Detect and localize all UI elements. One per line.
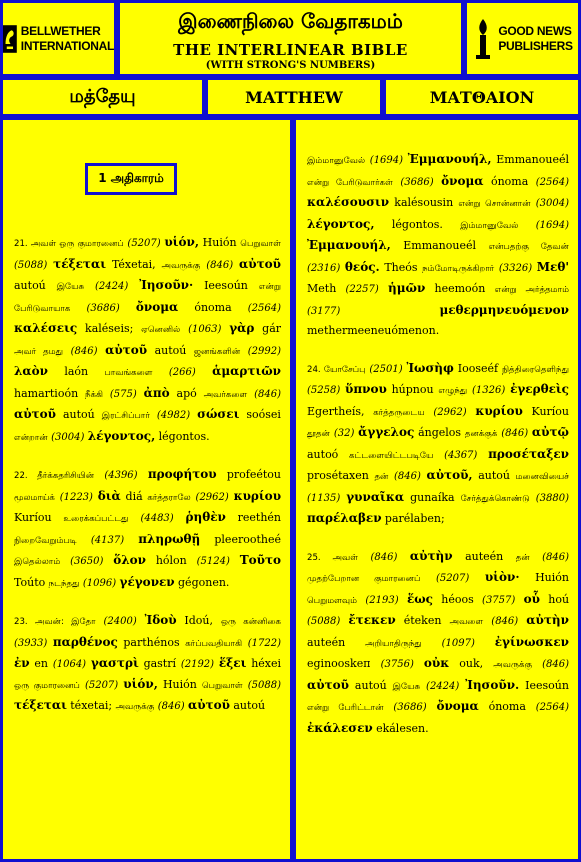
tamil-text: தூதன் (307, 429, 330, 439)
greek-word: γυναῖκα (346, 489, 405, 504)
tamil-text: என்று சொன்னான் (458, 199, 531, 209)
strongs-number: (2564) (535, 176, 570, 188)
strongs-number: (2193) (365, 594, 399, 606)
strongs-number: (2424) (95, 281, 129, 292)
greek-word: Ἐμμανουήλ, (307, 238, 391, 252)
transliteration: autoú (354, 678, 387, 692)
greek-word: Ἰδοὺ (144, 613, 177, 627)
greek-word: αὐτοῦ, (426, 468, 473, 482)
tamil-text: கர்ப்பவதியாகி (185, 638, 243, 649)
transliteration: eginooskeп (307, 657, 371, 670)
transliteration: auteén (307, 635, 346, 649)
transliteration: kaléseis; (85, 322, 134, 335)
greek-word: ἐκάλεσεν (307, 720, 373, 735)
transliteration: gár (262, 322, 282, 335)
transliteration: húpnou (391, 383, 434, 396)
strongs-number: (2316) (307, 262, 341, 274)
left-verses (14, 233, 281, 735)
transliteration: gégonen. (178, 575, 230, 589)
strongs-number: (5088) (14, 259, 48, 271)
strongs-number: (5207) (436, 573, 470, 584)
greek-word: τέξεται (53, 256, 107, 271)
transliteration: parélaben; (384, 512, 445, 525)
tamil-text: உரைக்கப்பட்டது (63, 514, 129, 524)
tamil-text: 22. தீர்க்கதரிசியின் (14, 471, 95, 481)
transliteration: Idoú, (184, 614, 213, 627)
greek-word: ἀπὸ (143, 385, 170, 400)
tamil-text: ஒரு கன்னிகை (220, 617, 281, 627)
verse-paragraph (14, 611, 281, 718)
tamil-text: என்று பேரிட்டான் (307, 703, 384, 713)
strongs-number: (846) (542, 659, 569, 670)
greek-word: ἡμῶν (388, 281, 426, 295)
transliteration: légontos. (158, 429, 210, 443)
greek-word: οὐκ (423, 656, 450, 670)
greek-word: ὄνομα (135, 299, 179, 314)
greek-word: κυρίου (475, 403, 523, 418)
right-verses (307, 150, 569, 756)
greek-word: γὰρ (229, 321, 255, 335)
transliteration: heemoón (434, 282, 486, 295)
tamil-text: என்றான் (14, 432, 48, 443)
strongs-number: (32) (333, 428, 355, 439)
strongs-number: (1097) (441, 637, 475, 649)
strongs-number: (4367) (444, 449, 478, 461)
tamil-text: இயேசு (56, 282, 85, 292)
strongs-number: (3177) (307, 305, 341, 317)
strongs-number: (846) (157, 701, 185, 712)
tamil-text: 21. அவள் ஒரு குமாரனைப் (14, 239, 124, 249)
greek-word: Ἰησοῦν. (465, 677, 520, 692)
strongs-number: (3686) (86, 302, 120, 314)
greek-word: ἁμαρτιῶν (212, 364, 282, 378)
tamil-text: இம்மானுவேல் (307, 156, 366, 166)
tamil-text: கட்டளையிட்டபடியே (349, 450, 434, 461)
transliteration: ouk, (459, 657, 484, 670)
tamil-text: ஒரு குமாரனைப் (14, 680, 80, 691)
tamil-text: நிறைவேறும்படி (14, 535, 77, 546)
subtitle: (WITH STRONG'S NUMBERS) (205, 60, 376, 71)
greek-word: ἕως (406, 591, 433, 606)
strongs-number: (2564) (247, 302, 282, 314)
transliteration: téxetai; (70, 699, 113, 712)
tamil-text: எழுந்து (438, 386, 468, 396)
tamil-text: என்று பேரிடுவாயாக (14, 282, 282, 314)
left-column (0, 117, 293, 862)
greek-word: γέγονεν (119, 574, 175, 589)
tamil-text: இம்மானுவேல் (460, 220, 519, 231)
transliteration: Ieesoún (204, 279, 248, 292)
transliteration: auteén (465, 549, 504, 563)
greek-word: διὰ (97, 488, 121, 503)
greek-word: Ἐμμανουήλ, (407, 152, 492, 166)
transliteration: héoos (441, 592, 474, 606)
greek-word: τέξεται (14, 698, 67, 712)
tamil-text: கர்த்தருடைய (373, 407, 425, 418)
transliteration: prosétaxen (307, 469, 369, 482)
tamil-text: தன் (515, 552, 530, 563)
greek-word: ἄγγελος (358, 425, 415, 439)
tamil-text: ஏனெனில் (141, 325, 181, 335)
tamil-text: இயேசு (392, 681, 421, 692)
tamil-text: தனக்குக் (464, 429, 498, 439)
transliteration: Huión (535, 571, 569, 584)
transliteration: methermeeneuómenon. (307, 324, 440, 337)
ram-logo-icon (3, 17, 17, 61)
greek-word: ὄνομα (441, 173, 484, 188)
tamil-text: மனைவியைச் (515, 472, 570, 482)
transliteration: autoú (62, 408, 95, 421)
strongs-number: (1694) (535, 219, 569, 231)
greek-word: παρέλαβεν (307, 511, 382, 525)
greek-word: αὐτῷ (531, 425, 569, 439)
greek-word: καλέσεις (14, 321, 78, 335)
greek-word: ἐγίνωσκεν (494, 634, 569, 649)
tamil-text: தன் (374, 472, 389, 482)
greek-word: αὐτὴν (409, 548, 453, 563)
tamil-text: முதற்பேறான குமாரனைப் (307, 574, 421, 584)
strongs-number: (2400) (103, 616, 137, 627)
greek-word: αὐτοῦ (239, 256, 281, 271)
strongs-number: (3686) (400, 176, 434, 188)
verse-paragraph (307, 547, 569, 740)
tamil-text: 24. யோசேப்பு (307, 364, 366, 375)
transliteration: Kuríou (531, 404, 570, 418)
greek-word: θεός. (344, 259, 380, 274)
tamil-text: நீக்கி (85, 389, 104, 400)
transliteration: gunaíka (410, 490, 455, 504)
strongs-number: (5088) (247, 679, 282, 691)
tamil-text: நடந்தது (48, 578, 80, 589)
tamil-text: நித்திரைதெளிந்து (501, 364, 570, 375)
strongs-number: (3880) (535, 492, 570, 504)
tamil-text: பாவங்களை (104, 368, 153, 378)
transliteration: kalésousin (394, 196, 454, 209)
right-logo-line-2: PUBLISHERS (498, 38, 573, 53)
transliteration: Meth (307, 282, 337, 295)
transliteration: ónoma (490, 174, 529, 188)
strongs-number: (1064) (52, 659, 87, 670)
strongs-number: (5207) (127, 238, 161, 249)
strongs-number: (1096) (82, 577, 117, 589)
greek-word: λέγοντος, (87, 428, 156, 443)
tamil-text: ஜனங்களின் (193, 346, 241, 357)
transliteration: hólon (155, 554, 187, 567)
strongs-number: (2257) (345, 284, 379, 295)
strongs-number: (3686) (393, 702, 427, 713)
transliteration: apó (176, 386, 197, 400)
transliteration: parthénos (123, 635, 180, 649)
strongs-number: (1722) (247, 637, 282, 649)
greek-word: λαὸν (14, 364, 48, 378)
greek-word: Τοῦτο (239, 553, 282, 567)
strongs-number: (4483) (140, 513, 174, 524)
strongs-number: (846) (393, 471, 421, 482)
strongs-number: (2501) (369, 363, 403, 375)
strongs-number: (846) (70, 345, 98, 357)
transliteration: autoú (14, 279, 46, 292)
right-column (293, 117, 581, 862)
book-name-english: MATTHEW (205, 77, 383, 117)
greek-word: ῥηθὲν (185, 510, 226, 524)
strongs-number: (575) (109, 388, 137, 400)
good-news-logo (464, 0, 581, 77)
strongs-number: (1326) (472, 385, 506, 396)
greek-word: ἐν (14, 656, 30, 670)
transliteration: Kuríou (14, 511, 52, 524)
strongs-number: (3756) (380, 659, 414, 670)
strongs-number: (2192) (180, 659, 215, 670)
transliteration: Iooseéf (457, 361, 499, 375)
strongs-number: (846) (370, 551, 398, 563)
strongs-number: (1063) (188, 324, 222, 335)
strongs-number: (846) (491, 616, 519, 627)
tamil-text: இரட்சிப்பார் (101, 411, 150, 421)
title-block (117, 0, 464, 77)
transliteration: Emmanoueél (403, 239, 477, 252)
strongs-number: (1223) (59, 491, 93, 503)
transliteration: profeétou (226, 468, 282, 481)
transliteration: ónoma (488, 700, 526, 713)
greek-word: ὄνομα (436, 699, 479, 713)
transliteration: éteken (403, 614, 442, 627)
torch-logo-icon (472, 17, 494, 61)
greek-word: προφήτου (147, 467, 217, 481)
greek-word: ἐγερθεὶς (510, 382, 569, 396)
greek-word: ὅλον (113, 553, 146, 567)
greek-word: μεθερμηνευόμενον (439, 302, 569, 317)
strongs-number: (5088) (307, 616, 341, 627)
greek-word: λέγοντος, (307, 216, 375, 231)
strongs-number: (846) (501, 428, 529, 439)
transliteration: hoú (548, 592, 570, 606)
transliteration: hamartioón (14, 386, 79, 400)
greek-word: υἱὸν· (484, 570, 520, 584)
strongs-number: (2564) (535, 702, 569, 713)
tamil-text: அவர்களை (203, 389, 248, 400)
transliteration: autoú (478, 469, 510, 482)
transliteration: autoú (154, 343, 187, 357)
transliteration: Ieesoún (525, 678, 569, 692)
greek-word: κυρίου (233, 488, 282, 503)
left-logo-line-1: BELLWETHER (20, 23, 101, 38)
greek-word: ὕπνου (345, 382, 387, 396)
book-name-tamil: மத்தேயு (0, 77, 205, 117)
tamil-text: மூலமாய்க் (14, 492, 55, 503)
greek-word: Μεθ' (536, 259, 570, 274)
tamil-text: 23. அவன்: இதோ (14, 617, 96, 627)
greek-word: αὐτὴν (526, 613, 569, 627)
greek-word: αὐτοῦ (187, 698, 230, 712)
verse-paragraph (307, 359, 569, 530)
strongs-number: (4396) (104, 470, 138, 481)
transliteration: soósei (246, 408, 281, 421)
verse-paragraph (307, 150, 569, 342)
transliteration: Toúto (14, 575, 46, 589)
strongs-number: (266) (168, 367, 196, 378)
tamil-text: அவருக்கு (493, 660, 533, 670)
transliteration: ónoma (194, 300, 232, 314)
verse-paragraph (14, 465, 281, 594)
strongs-number: (3004) (51, 431, 85, 443)
transliteration: Theós (384, 260, 418, 274)
strongs-number: (2424) (426, 680, 460, 692)
strongs-number: (846) (206, 259, 234, 271)
greek-word: ἕξει (218, 656, 247, 670)
greek-word: υἱόν, (164, 235, 199, 249)
greek-word: αὐτοῦ (307, 677, 349, 692)
transliteration: pleerootheé (214, 532, 281, 546)
strongs-number: (2962) (195, 491, 229, 503)
greek-word: προσέταξεν (488, 446, 570, 461)
chapter-label: 1 அதிகாரம் (85, 163, 177, 195)
strongs-number: (5258) (307, 385, 341, 396)
right-logo-line-1: GOOD NEWS (498, 23, 572, 38)
strongs-number: (3757) (482, 594, 516, 606)
greek-word: Ἰησοῦν· (139, 278, 194, 292)
tamil-text: சேர்த்துக்கொண்டு (460, 493, 530, 504)
strongs-number: (846) (542, 551, 570, 563)
title-tamil: இணைநிலை வேதாகமம் (178, 9, 403, 33)
tamil-text: நம்மோடிருக்கிறார் (422, 263, 495, 274)
tamil-text: பெறுமளவும் (307, 595, 358, 606)
verse-paragraph (14, 233, 281, 448)
transliteration: Huión (202, 236, 237, 249)
greek-word: αὐτοῦ (14, 407, 56, 421)
tamil-text: என்பதற்கு தேவன் (488, 242, 569, 252)
strongs-number: (4982) (156, 410, 191, 421)
tamil-text: என்று அர்த்தமாம் (494, 285, 569, 295)
greek-word: υἱόν, (123, 676, 158, 691)
strongs-number: (5207) (84, 679, 119, 691)
greek-word: παρθένος (52, 634, 118, 649)
tamil-text: பெறுவாள் (240, 239, 281, 249)
tamil-text: அவருக்கு (115, 702, 155, 712)
strongs-number: (1694) (369, 155, 404, 166)
greek-word: οὗ (523, 591, 540, 606)
greek-word: γαστρὶ (90, 656, 139, 670)
greek-word: αὐτοῦ (105, 342, 148, 357)
strongs-number: (4137) (90, 534, 125, 546)
book-name-greek: ΜΑΤΘΑΙΟΝ (383, 77, 581, 117)
strongs-number: (2992) (247, 345, 282, 357)
greek-word: σώσει (197, 407, 240, 421)
transliteration: diá (125, 489, 143, 503)
tamil-text: கர்த்தராலே (147, 492, 191, 503)
transliteration: autoó (307, 447, 339, 461)
bellwether-logo (0, 0, 117, 77)
greek-word: πληρωθῇ (138, 531, 201, 546)
transliteration: en (34, 657, 49, 670)
strongs-number: (5124) (196, 556, 230, 567)
tamil-text: 25. அவள் (307, 552, 359, 563)
transliteration: légontos. (391, 217, 443, 231)
transliteration: reethén (237, 511, 282, 524)
greek-word: Ἰωσὴφ (406, 360, 454, 375)
tamil-text: அவருக்கு (161, 260, 201, 271)
strongs-number: (846) (254, 388, 281, 400)
transliteration: héxei (251, 657, 282, 670)
tamil-text: அவர் தமது (14, 346, 64, 357)
strongs-number: (3650) (70, 556, 104, 567)
transliteration: Huión (162, 677, 197, 691)
tamil-text: இதெல்லாம் (14, 557, 61, 567)
transliteration: Egertheís, (307, 404, 365, 418)
transliteration: Téxetai, (111, 257, 156, 271)
strongs-number: (2962) (433, 406, 467, 418)
transliteration: ekálesen. (376, 721, 429, 735)
transliteration: Emmanoueél (496, 153, 570, 166)
transliteration: gastrí (143, 657, 177, 670)
greek-word: καλέσουσιν (307, 195, 390, 209)
tamil-text: அறியாதிருந்து (365, 638, 422, 649)
strongs-number: (3933) (14, 637, 48, 649)
strongs-number: (3326) (498, 262, 533, 274)
tamil-text: பெறுவாள் (201, 680, 243, 691)
tamil-text: என்று பேரிடுவார்கள் (307, 177, 393, 188)
strongs-number: (3004) (535, 198, 569, 209)
tamil-text: அவளை (449, 617, 484, 627)
strongs-number: (1135) (307, 492, 341, 504)
transliteration: laón (64, 365, 89, 378)
left-logo-line-2: INTERNATIONAL (20, 38, 114, 53)
greek-word: ἔτεκεν (348, 613, 396, 627)
transliteration: ángelos (418, 426, 462, 439)
title-english: THE INTERLINEAR BIBLE (173, 41, 408, 59)
transliteration: autoú (233, 699, 266, 712)
